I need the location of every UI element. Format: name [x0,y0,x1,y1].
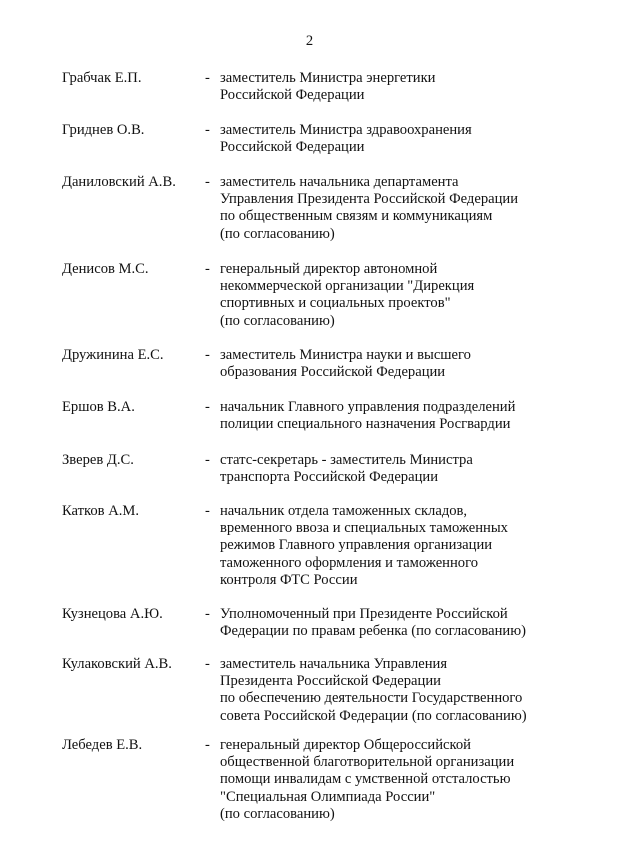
member-position [220,737,582,823]
dash-separator: - [205,261,210,277]
member-entry [62,122,582,156]
position-line: помощи инвалидам с умственной отсталостью [220,771,511,788]
position-line: генеральный директор Общероссийской [220,737,471,753]
dash-separator: - [205,347,210,363]
member-entry [62,399,582,433]
member-entry [62,347,582,381]
position-line: по обеспечению деятельности Государственного [220,690,523,707]
member-name: Дружинина Е.С. [62,347,164,363]
member-position [220,656,582,725]
member-entry [62,503,582,589]
page-number: 2 [305,33,314,49]
position-line: по общественным связям и коммуникациям [220,208,493,225]
position-line: режимов Главного управления организации [220,537,493,554]
dash-separator: - [205,452,210,468]
dash-separator: - [205,503,210,519]
member-entry [62,606,582,640]
member-position [220,122,582,156]
position-line: спортивных и социальных проектов" [220,295,451,312]
member-entry [62,261,582,330]
dash-separator: - [205,174,210,190]
member-entry [62,656,582,725]
position-line: заместитель Министра здравоохранения [220,122,472,138]
position-line: некоммерческой организации "Дирекция [220,278,475,295]
position-line: заместитель Министра энергетики [220,70,436,86]
dash-separator: - [205,737,210,753]
position-line: общественной благотворительной организации [220,754,515,771]
position-line: (по согласованию) [220,805,335,822]
member-position [220,70,582,104]
position-line: генеральный директор автономной [220,261,438,277]
position-line: начальник Главного управления подразделений [220,399,516,415]
position-line: заместитель начальника Управления [220,656,448,672]
position-line: Управления Президента Российской Федерации [220,191,519,208]
member-position [220,503,582,589]
member-name: Даниловский А.В. [62,174,176,190]
position-line: контроля ФТС России [220,571,358,588]
position-line: таможенного оформления и таможенного [220,554,479,571]
position-line: образования Российской Федерации [220,364,446,381]
member-entry [62,70,582,104]
position-line: (по согласованию) [220,225,335,242]
member-position [220,606,582,640]
position-line: Федерации по правам ребенка (по согласованию) [220,623,526,640]
member-entry [62,452,582,486]
position-line: временного ввоза и специальных таможенных [220,520,508,537]
member-position [220,347,582,381]
member-name: Ершов В.А. [62,399,135,415]
position-line: Российской Федерации [220,139,365,156]
member-position [220,174,582,243]
position-line: начальник отдела таможенных складов, [220,503,468,519]
position-line: статс-секретарь - заместитель Министра [220,452,473,468]
member-position [220,452,582,486]
member-name: Кулаковский А.В. [62,656,172,672]
member-position [220,261,582,330]
position-line: Президента Российской Федерации [220,673,441,690]
member-name: Кузнецова А.Ю. [62,606,163,622]
position-line: Российской Федерации [220,87,365,104]
dash-separator: - [205,122,210,138]
member-name: Лебедев Е.В. [62,737,143,753]
member-name: Грабчак Е.П. [62,70,142,86]
position-line: полиции специального назначения Росгвардии [220,416,511,433]
member-name: Гриднев О.В. [62,122,145,138]
position-line: заместитель начальника департамента [220,174,459,190]
dash-separator: - [205,399,210,415]
position-line: "Специальная Олимпиада России" [220,788,436,805]
member-name: Катков А.М. [62,503,140,519]
position-line: транспорта Российской Федерации [220,469,439,486]
position-line: (по согласованию) [220,312,335,329]
member-name: Зверев Д.С. [62,452,134,468]
position-line: заместитель Министра науки и высшего [220,347,471,363]
dash-separator: - [205,70,210,86]
member-entry [62,174,582,243]
position-line: совета Российской Федерации (по согласованию) [220,707,527,724]
member-name: Денисов М.С. [62,261,149,277]
dash-separator: - [205,656,210,672]
dash-separator: - [205,606,210,622]
member-entry [62,737,582,823]
member-position [220,399,582,433]
position-line: Уполномоченный при Президенте Российской [220,606,508,622]
